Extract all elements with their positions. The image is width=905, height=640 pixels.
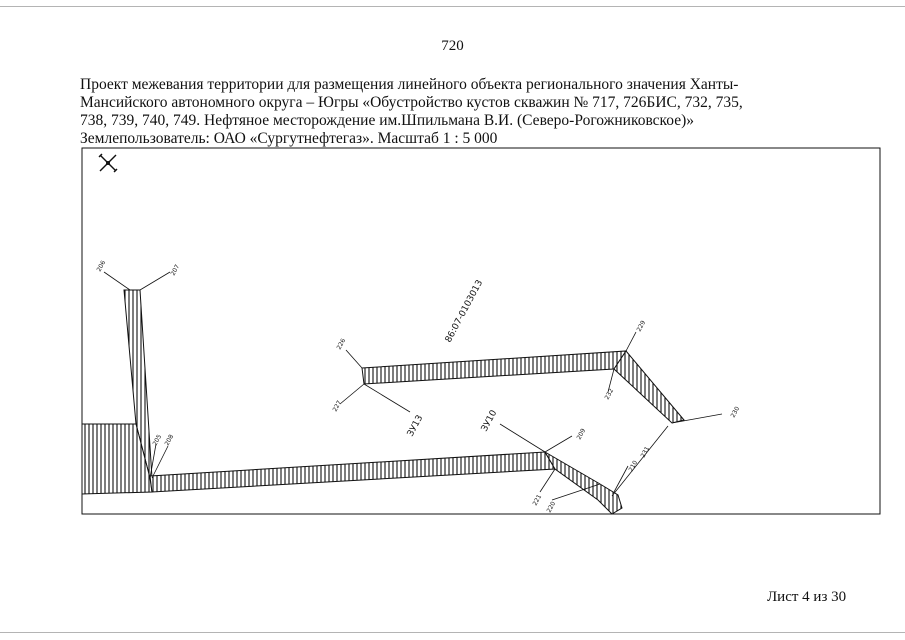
title-line-1: Проект межевания территории для размещения линейного объекта регионального значения Ханты- [80,76,739,93]
point-label-229: 229 [635,319,648,333]
title-line-2: Мансийского автономного округа – Югры «Обустройство кустов скважин № 717, 726БИС, 732, 735, [80,94,743,111]
title-line-4: Землепользователь: ОАО «Сургутнефтегаз». Масштаб 1 : 5 000 [80,130,498,147]
plot-diagonal-right [614,351,684,423]
point-label-226: 226 [335,337,348,351]
plot-road-upper [362,351,626,384]
page-number: 720 [441,38,464,54]
point-label-207: 207 [169,263,182,277]
point-label-205: 205 [151,433,164,447]
point-label-208: 208 [163,433,176,447]
north-arrow-icon [99,154,117,172]
point-label-210: 210 [627,459,640,473]
point-label-221: 221 [531,493,544,507]
point-label-220: 220 [545,500,558,514]
zone-label-zu10: ЗУ10 [479,408,500,434]
cadastral-number: 86:07-0103013 [443,278,486,345]
zone-label-zu13: ЗУ13 [405,413,426,439]
point-label-227: 227 [331,399,344,413]
point-label-206: 206 [95,259,108,273]
point-label-230: 230 [729,405,742,419]
point-label-209: 209 [575,427,588,441]
point-label-232: 232 [603,387,616,401]
sheet-number: Лист 4 из 30 [767,589,847,605]
point-label-231: 231 [639,445,652,459]
title-line-3: 738, 739, 740, 749. Нефтяное месторождение им.Шпильмана В.И. (Северо-Рогожниковское)» [80,112,695,129]
plot-road-lower [150,452,555,492]
